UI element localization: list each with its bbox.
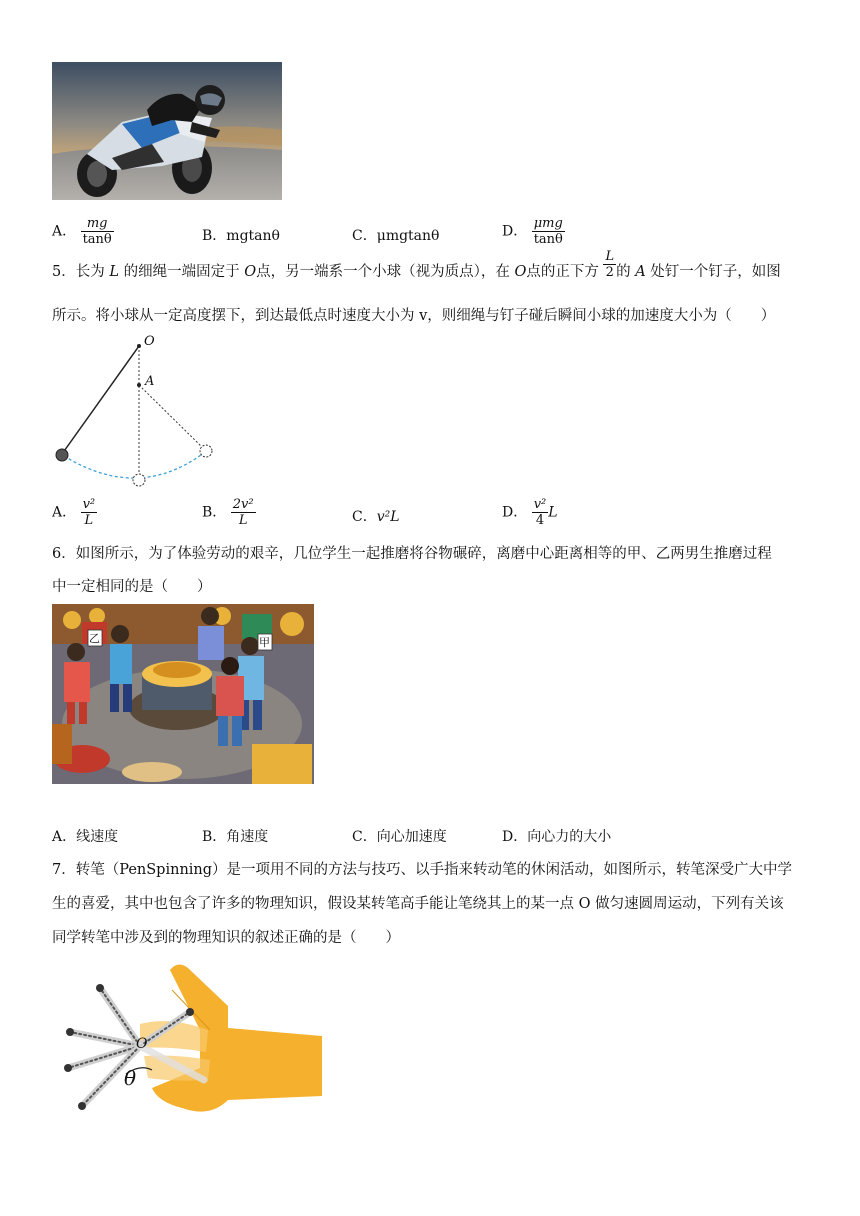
q7-stem-line3: 同学转笔中涉及到的物理知识的叙述正确的是（ ） (52, 930, 400, 946)
q5-option-a-label: A． (52, 504, 77, 521)
q5-option-d[interactable] (502, 497, 558, 528)
q4-option-c-label: C． (352, 228, 377, 244)
q5-option-d-suffix: L (548, 504, 558, 521)
q4-option-d-den: tanθ (533, 232, 563, 247)
pendulum-label-a: A (145, 374, 155, 389)
pendulum-diagram (52, 332, 222, 492)
q5-var-A: A (635, 264, 646, 280)
q5-stem-line1 (52, 248, 781, 282)
q5-var-O2: O (514, 264, 527, 280)
q5-var-O: O (244, 264, 257, 280)
q5-frac-num: L (605, 248, 615, 264)
q5-option-b-num: 2v² (232, 497, 254, 512)
q4-option-b[interactable] (202, 225, 280, 245)
q4-option-c[interactable] (352, 225, 439, 245)
q4-option-b-text: mgtanθ (226, 228, 280, 244)
q4-option-b-label: B． (202, 228, 227, 244)
q5-stem-line2: 所示。将小球从一定高度摆下，到达最低点时速度大小为 v，则细绳与钉子碰后瞬间小球的加速度大小为（ ） (52, 308, 776, 324)
q5-t4: 点的正下方 (526, 264, 599, 280)
q5-t1: 5．长为 (52, 264, 105, 280)
q4-option-a-den: tanθ (82, 232, 112, 247)
q7-stem-line1: 7．转笔（PenSpinning）是一项用不同的方法与技巧、以手指来转动笔的休闲活动，如图所示，转笔深受广大中学 (52, 862, 793, 878)
q5-t6: 处钉一个钉子，如图 (650, 264, 781, 280)
q4-option-a[interactable] (52, 216, 114, 247)
q4-option-c-text: μmgtanθ (376, 228, 440, 244)
q4-option-d-num: μmg (532, 216, 565, 232)
q5-option-b[interactable] (202, 497, 256, 528)
q6-stem-line1: 6．如图所示，为了体验劳动的艰辛，几位学生一起推磨将谷物碾碎，离磨中心距离相等的甲、乙两男生推磨过程 (52, 546, 772, 562)
pendulum-label-o: O (144, 334, 155, 349)
q6-option-c[interactable]: C．向心加速度 (352, 829, 447, 845)
q5-t5: 的 (616, 264, 631, 280)
q5-option-a[interactable] (52, 497, 97, 528)
q4-option-a-num: mg (81, 216, 114, 232)
grinding-mill-painting (52, 604, 314, 784)
mill-label-jia: 甲 (259, 636, 270, 649)
q7-stem-line2: 生的喜爱，其中也包含了许多的物理知识，假设某转笔高手能让笔绕其上的某一点 O 做匀速圆周运动，下列有关该 (52, 896, 784, 912)
q5-option-b-den: L (238, 513, 248, 528)
q5-option-a-num: v² (82, 497, 96, 512)
q6-option-b[interactable]: B．角速度 (202, 829, 269, 845)
q5-option-c[interactable] (352, 506, 400, 526)
q6-stem-line2: 中一定相同的是（ ） (52, 579, 212, 595)
q4-option-d-label: D． (502, 223, 528, 240)
q5-option-a-den: L (84, 513, 94, 528)
q5-var-L: L (109, 264, 119, 280)
pen-label-o: O (136, 1036, 148, 1052)
q5-option-d-label: D． (502, 504, 528, 521)
q5-option-c-label: C． (352, 509, 377, 525)
q5-frac-den: 2 (605, 264, 614, 280)
pen-spinning-diagram (60, 960, 328, 1128)
mill-label-yi: 乙 (89, 632, 100, 645)
motorcycle-photo (52, 62, 282, 200)
q5-option-c-text: v²L (376, 509, 400, 525)
q4-option-d[interactable] (502, 216, 565, 247)
q5-t3: 点，另一端系一个小球（视为质点），在 (256, 264, 510, 280)
q6-option-a[interactable]: A．线速度 (52, 829, 119, 845)
q4-option-a-label: A． (52, 223, 77, 240)
q5-option-d-den: 4 (535, 513, 545, 528)
q6-option-d[interactable]: D．向心力的大小 (502, 829, 612, 845)
q5-option-b-label: B． (202, 504, 227, 521)
q5-option-d-num: v² (533, 497, 547, 512)
pen-label-theta: θ (124, 1066, 137, 1090)
q5-t2: 的细绳一端固定于 (123, 264, 240, 280)
